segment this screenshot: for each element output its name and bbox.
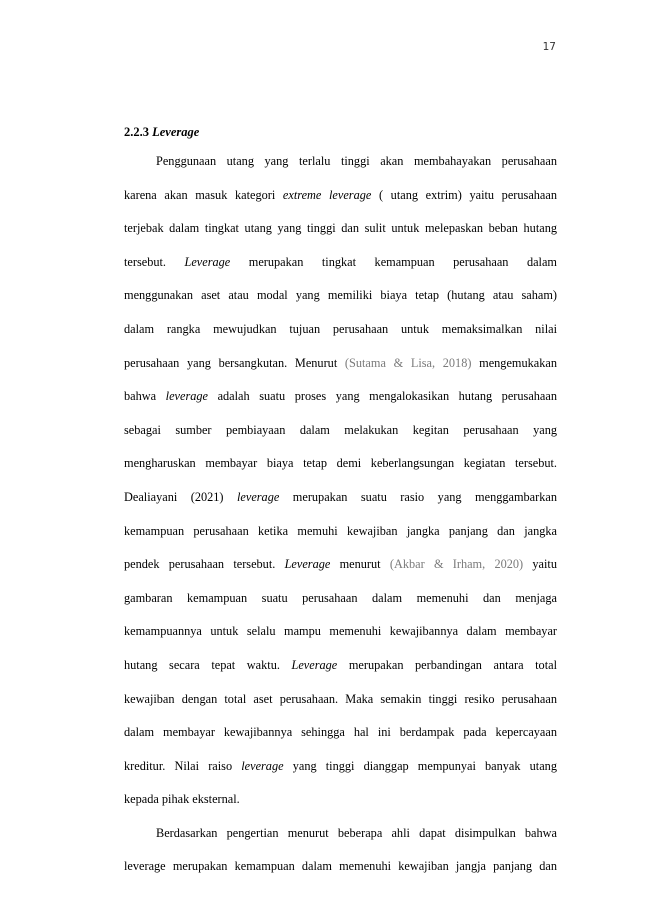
section-number: 2.2.3 — [124, 125, 149, 139]
emphasis-term: Leverage — [184, 254, 231, 269]
paragraph-line — [124, 758, 557, 792]
text-run: kemampuan perusahaan ketika memuhi kewajiban jangka panjang dan jangka — [124, 523, 557, 538]
text-run: bahwa — [124, 389, 166, 404]
paragraph-line — [124, 691, 557, 725]
paragraph-line — [124, 254, 557, 288]
paragraph-line — [124, 489, 557, 523]
paragraph-line — [124, 623, 557, 657]
body-text — [124, 153, 557, 892]
text-run: dalam membayar kewajibannya sehingga hal ini berdampak pada kepercayaan — [124, 725, 557, 740]
emphasis-term: extreme leverage — [282, 187, 372, 202]
text-run: leverage merupakan kemampuan dalam memenuhi kewajiban jangja panjang dan — [124, 859, 557, 874]
emphasis-term: Leverage — [284, 557, 331, 572]
text-run: merupakan perbandingan antara total — [337, 657, 557, 672]
citation-link[interactable]: (Akbar & Irham, 2020) — [389, 557, 524, 572]
paragraph-line — [124, 321, 557, 355]
text-run: kemampuannya untuk selalu mampu memenuhi kewajibannya dalam membayar — [124, 624, 557, 639]
emphasis-term: leverage — [236, 489, 280, 504]
text-run: yaitu — [523, 557, 557, 572]
paragraph-line — [124, 657, 557, 691]
paragraph-line — [124, 220, 557, 254]
text-run: Penggunaan utang yang terlalu tinggi akan membahayakan perusahaan — [156, 154, 557, 168]
paragraph-line — [124, 287, 557, 321]
text-run: sebagai sumber pembiayaan dalam melakukan kegitan perusahaan yang — [124, 422, 557, 437]
text-run: adalah suatu proses yang mengalokasikan hutang perusahaan — [208, 389, 557, 404]
section-heading — [124, 124, 199, 140]
text-run: ( utang extrim) yaitu perusahaan — [371, 187, 557, 202]
paragraph-line — [124, 388, 557, 422]
paragraph-line — [124, 355, 557, 389]
text-run: kewajiban dengan total aset perusahaan. Maka semakin tinggi resiko perusahaan — [124, 691, 557, 706]
emphasis-term: Leverage — [291, 657, 338, 672]
paragraph-line — [124, 153, 557, 187]
paragraph-line — [124, 590, 557, 624]
text-run: Berdasarkan pengertian menurut beberapa ahli dapat disimpulkan bahwa — [156, 825, 557, 840]
paragraph-line — [124, 187, 557, 221]
text-run: yang tinggi dianggap mempunyai banyak utang — [283, 758, 557, 773]
text-run: hutang secara tepat waktu. — [124, 657, 292, 672]
paragraph-line — [124, 556, 557, 590]
text-run: merupakan tingkat kemampuan perusahaan dalam — [230, 254, 557, 269]
paragraph-line — [124, 422, 557, 456]
emphasis-term: leverage — [165, 389, 208, 404]
text-run: gambaran kemampuan suatu perusahaan dalam memenuhi dan menjaga — [124, 590, 557, 605]
text-run: terjebak dalam tingkat utang yang tinggi dan sulit untuk melepaskan beban hutang — [124, 221, 557, 236]
text-run: karena akan masuk kategori — [124, 187, 283, 202]
text-run: merupakan suatu rasio yang menggambarkan — [279, 489, 557, 504]
text-run: menggunakan aset atau modal yang memiliki biaya tetap (hutang atau saham) — [124, 288, 557, 303]
paragraph-line — [124, 825, 557, 859]
paragraph-line — [124, 523, 557, 557]
page-number: 17 — [542, 41, 556, 53]
text-run: pendek perusahaan tersebut. — [124, 557, 285, 572]
section-title: Leverage — [152, 125, 200, 139]
text-run: Dealiayani (2021) — [124, 489, 237, 504]
paragraph-line — [124, 724, 557, 758]
text-run: perusahaan yang bersangkutan. Menurut — [124, 355, 345, 370]
text-run: kreditur. Nilai raiso — [124, 758, 242, 773]
text-run: menurut — [330, 557, 390, 572]
text-run: tersebut. — [124, 254, 185, 269]
paragraph-line — [124, 791, 557, 825]
text-run: dalam rangka mewujudkan tujuan perusahaan untuk memaksimalkan nilai — [124, 321, 557, 336]
text-run: mengharuskan membayar biaya tetap demi keberlangsungan kegiatan tersebut. — [124, 456, 557, 471]
text-run: mengemukakan — [471, 355, 557, 370]
paragraph-line — [124, 858, 557, 892]
citation-link[interactable]: (Sutama & Lisa, 2018) — [344, 355, 472, 370]
text-run: kepada pihak eksternal. — [124, 792, 240, 807]
paragraph-line — [124, 455, 557, 489]
emphasis-term: leverage — [241, 758, 284, 773]
